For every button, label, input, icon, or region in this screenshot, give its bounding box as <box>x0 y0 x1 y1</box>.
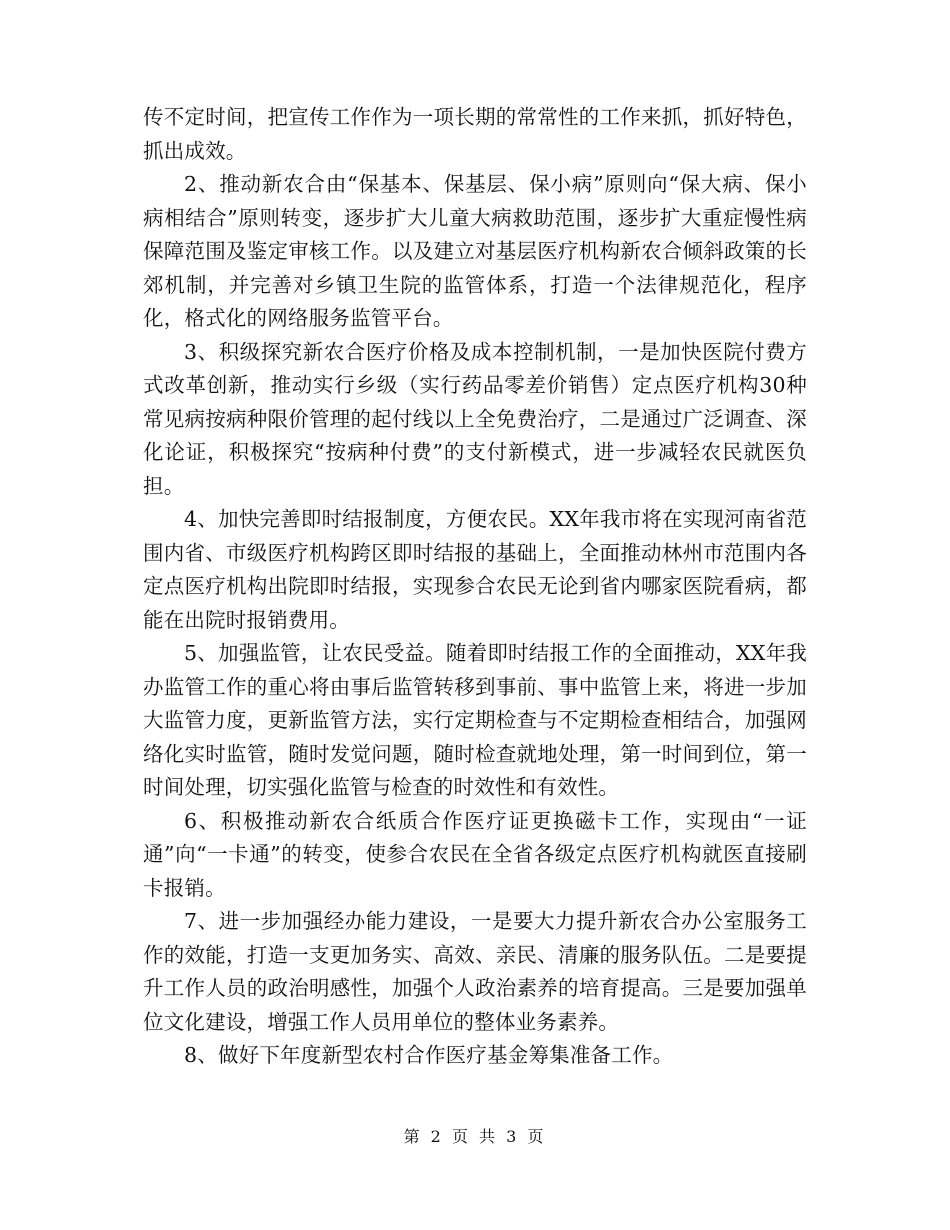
document-body <box>143 101 807 1073</box>
paragraph-item-5: 5、加强监管，让农民受益。随着即时结报工作的全面推动，XX年我办监管工作的重心将由事后监管转移到事前、事中监管上来，将进一步加大监管力度，更新监管方法，实行定期检查与不定期检查相结合，加强网络化实时监管，随时发觉问题，随时检查就地处理，第一时间到位，第一时间处理，切实强化监管与检查的时效性和有效性。 <box>143 641 807 799</box>
paragraph-continuation: 传不定时间，把宣传工作作为一项长期的常常性的工作来抓，抓好特色，抓出成效。 <box>143 105 807 163</box>
paragraph-item-3: 3、积级探究新农合医疗价格及成本控制机制，一是加快医院付费方式改革创新，推动实行乡级（实行药品零差价销售）定点医疗机构30种常见病按病种限价管理的起付线以上全免费治疗，二是通过广泛调查、深化论证，积极探究“按病种付费”的支付新模式，进一步减轻农民就医负担。 <box>143 339 807 498</box>
page-number-footer: 第 2 页 共 3 页 <box>403 1127 547 1146</box>
paragraph-item-2: 2、推动新农合由“保基本、保基层、保小病”原则向“保大病、保小病相结合”原则转变，逐步扩大儿童大病救助范围，逐步扩大重症慢性病保障范围及鉴定审核工作。以及建立对基层医疗机构新农合倾斜政策的长郊机制，并完善对乡镇卫生院的监管体系，打造一个法律规范化，程序化，格式化的网络服务监管平台。 <box>143 172 807 330</box>
paragraph-item-6: 6、积极推动新农合纸质合作医疗证更换磁卡工作，实现由“一证通”向“一卡通”的转变，使参合农民在全省各级定点医疗机构就医直接刷卡报销。 <box>143 808 807 900</box>
paragraph-item-4: 4、加快完善即时结报制度，方便农民。XX年我市将在实现河南省范围内省、市级医疗机构跨区即时结报的基础上，全面推动林州市范围内各定点医疗机构出院即时结报，实现参合农民无论到省内哪家医院看病，都能在出院时报销费用。 <box>143 507 807 632</box>
paragraph-item-8: 8、做好下年度新型农村合作医疗基金筹集准备工作。 <box>184 1043 674 1067</box>
paragraph-item-7: 7、进一步加强经办能力建设，一是要大力提升新农合办公室服务工作的效能，打造一支更加务实、高效、亲民、清廉的服务队伍。二是要提升工作人员的政治明感性，加强个人政治素养的培育提高。三是要加强单位文化建设，增强工作人员用单位的整体业务素养。 <box>143 909 807 1034</box>
